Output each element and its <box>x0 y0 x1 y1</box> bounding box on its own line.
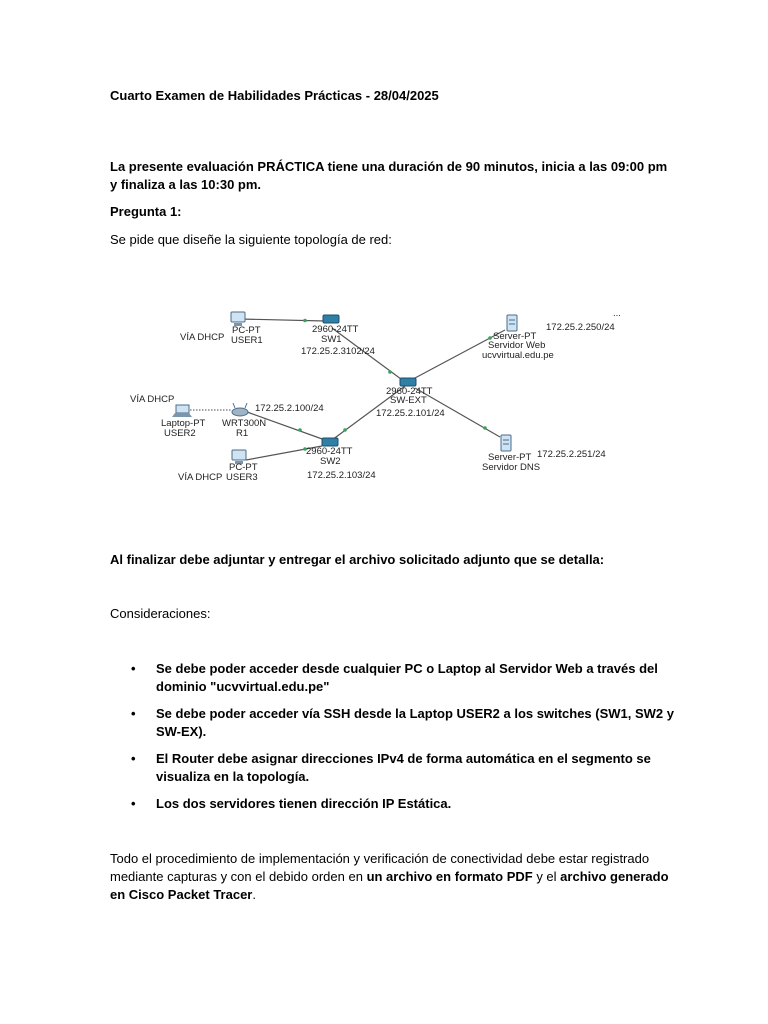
considerations-label: Consideraciones: <box>110 606 211 621</box>
laptop-dhcp-label: VÍA DHCP <box>130 394 175 405</box>
user3-name-label: USER3 <box>226 472 258 483</box>
bullet-icon: • <box>131 796 136 811</box>
question-label: Pregunta 1: <box>110 204 182 219</box>
server-web-type-label: Server-PT <box>493 331 537 342</box>
deliver-text: Al finalizar debe adjuntar y entregar el archivo solicitado adjunto que se detalla: <box>110 552 605 567</box>
sw2-name-label: SW2 <box>320 456 341 467</box>
bullet-icon: • <box>131 661 136 676</box>
user3-dhcp-label: VÍA DHCP <box>178 472 223 483</box>
final-paragraph: Todo el procedimiento de implementación y verificación de conectividad debe estar registrado mediante capturas y con el debido orden en un archivo en formato PDF y el archivo generado en Cisco Packet Tracer. <box>110 851 669 902</box>
sw-ext-name-label: SW-EXT <box>390 395 427 406</box>
server-web-ip-label: 172.25.2.250/24 <box>546 322 615 333</box>
server-dns-name-label: Servidor DNS <box>482 462 541 473</box>
link-user1-sw1 <box>240 319 325 321</box>
considerations-list <box>110 660 696 822</box>
sw2-ip-label: 172.25.2.103/24 <box>307 470 376 481</box>
server-web-domain-label: ucvvirtual.edu.pe <box>482 350 554 361</box>
router-type-label: WRT300N <box>222 418 267 429</box>
intro-paragraph: La presente evaluación PRÁCTICA tiene una duración de 90 minutos, inicia a las 09:00 pm y finaliza a las 10:30 pm. <box>110 159 668 192</box>
sw-ext-ip-label: 172.25.2.101/24 <box>376 408 445 419</box>
router-ip-label: 172.25.2.100/24 <box>255 403 324 414</box>
topology-ellipsis: ... <box>613 308 621 319</box>
sw2-type-label: 2960-24TT <box>306 446 353 457</box>
router-name-label: R1 <box>236 428 249 439</box>
pc-icon <box>231 312 245 326</box>
server-dns-ip-label: 172.25.2.251/24 <box>537 449 606 460</box>
user1-name-label: USER1 <box>231 335 263 346</box>
sw1-ip-label: 172.25.2.3102/24 <box>301 346 375 357</box>
network-topology-diagram <box>120 290 640 500</box>
server-icon <box>501 435 511 451</box>
bullet-icon: • <box>131 706 136 721</box>
user1-dhcp-label: VÍA DHCP <box>180 332 225 343</box>
consideration-item: • Los dos servidores tienen dirección IP Estática. <box>131 796 452 811</box>
topology-links <box>240 319 505 460</box>
server-icon <box>507 315 517 331</box>
sw1-name-label: SW1 <box>321 334 342 345</box>
consideration-item: • Se debe poder acceder desde cualquier PC o Laptop al Servidor Web a través del dominio "ucvvirtual.edu.pe" <box>131 661 658 694</box>
wireless-router-icon <box>232 403 248 416</box>
question-text: Se pide que diseñe la siguiente topología de red: <box>110 232 392 247</box>
laptop-name-label: USER2 <box>164 428 196 439</box>
consideration-item: • El Router debe asignar direcciones IPv4 de forma automática en el segmento se visualiza en la topología. <box>131 751 651 784</box>
switch-icon <box>400 378 416 386</box>
laptop-type-label: Laptop-PT <box>161 418 206 429</box>
server-web-name-label: Servidor Web <box>488 340 546 351</box>
user1-type-label: PC-PT <box>232 325 261 336</box>
sw-ext-type-label: 2960-24TT <box>386 386 433 397</box>
document-title: Cuarto Examen de Habilidades Prácticas - 28/04/2025 <box>110 88 439 103</box>
server-dns-type-label: Server-PT <box>488 452 532 463</box>
bullet-icon: • <box>131 751 136 766</box>
switch-icon <box>323 315 339 323</box>
laptop-icon <box>172 405 192 417</box>
switch-icon <box>322 438 338 446</box>
sw1-type-label: 2960-24TT <box>312 324 359 335</box>
user3-type-label: PC-PT <box>229 462 258 473</box>
consideration-item: • Se debe poder acceder vía SSH desde la Laptop USER2 a los switches (SW1, SW2 y SW-EX). <box>131 706 675 739</box>
